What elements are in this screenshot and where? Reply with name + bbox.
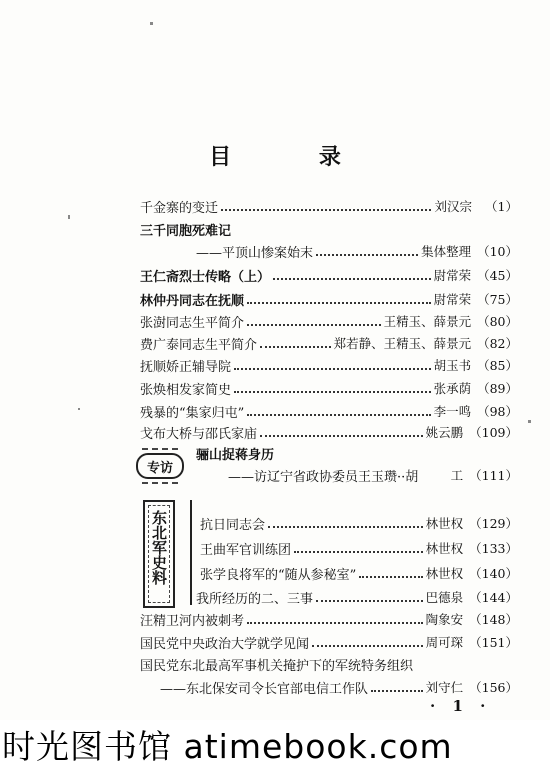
entry-title: 三千同胞死难记 [140,223,232,239]
entry-author: 尉常荣 [433,268,472,283]
leader-dots [247,324,381,326]
entry-author: 刘守仁 [425,680,464,695]
leader-dots [312,645,423,647]
entry-title: 王仁斋烈士传略（上） [140,269,271,285]
entry-author: 工 [450,468,464,483]
section-label-box [143,500,175,608]
toc-entry [140,332,518,354]
entry-title: 费广泰同志生平简介 [140,337,258,353]
leader-dots [268,526,423,528]
entry-page: （80） [477,314,518,329]
entry-author: 巴德泉 [425,590,464,605]
toc-entry [196,586,518,608]
entry-title: 骊山捉蒋身历 [196,447,275,463]
entry-page: （133） [469,541,518,556]
scan-speck [150,22,153,25]
leader-dots [371,690,423,692]
toc-entry [140,218,518,240]
entry-author: 李一鸣 [433,404,472,419]
entry-page: （45） [477,268,518,283]
section-label: 东北军史料 [150,510,168,585]
toc-entry-subtitle [196,240,518,262]
entry-author: 陶象安 [425,612,464,627]
entry-title: 张学良将军的“随从参秘室” [200,567,357,583]
entry-page: （1） [485,199,518,214]
entry-title: 林仲丹同志在抚顺 [140,293,245,309]
entry-title: 国民党中央政治大学就学见闻 [140,636,310,652]
entry-author: 郑若静、王精玉、薛景元 [333,336,472,351]
entry-author: 林世权 [425,516,464,531]
entry-title: 抗日同志会 [200,517,266,533]
page-number: · 1 · [430,697,492,715]
entry-title: 国民党东北最高军事机关掩护下的军统特务组织 [140,658,414,674]
toc-entry [140,354,518,376]
leader-dots [247,414,430,416]
entry-page: （140） [469,566,518,581]
entry-page: （75） [477,292,518,307]
toc-entry [140,653,518,675]
scan-speck [528,420,531,423]
entry-author: 集体整理 [421,244,472,259]
toc-entry [140,377,518,399]
leader-dots [359,576,422,578]
leader-dots [247,302,431,304]
entry-author: 刘汉宗 [434,199,472,214]
entry-author: 张承荫 [433,381,472,396]
toc-entry [140,631,518,653]
entry-title: 千金寨的变迁 [140,200,219,216]
leader-dots [294,551,423,553]
entry-author: 尉常荣 [433,292,472,307]
toc-entry [200,562,518,584]
entry-author: 周可琛 [425,635,464,650]
leader-dots [234,368,431,370]
entry-title: 张焕相发家简史 [140,382,232,398]
toc-entry-subtitle [160,676,518,698]
entry-page: （111） [469,468,518,483]
entry-page: （151） [469,635,518,650]
entry-page: （98） [477,404,518,419]
entry-page: （129） [469,516,518,531]
leader-dots [316,254,418,256]
entry-title: 张澍同志生平简介 [140,315,245,331]
scan-speck [68,215,70,219]
interview-badge: 专访 [136,453,184,479]
toc-entry [196,442,518,464]
entry-author: 林世权 [425,541,464,556]
entry-subtitle: ——平顶山惨案始末 [196,245,314,261]
leader-dots [260,346,331,348]
entry-subtitle: ——东北保安司令长官部电信工作队 [160,681,369,697]
entry-title: 戈布大桥与邵氏家庙 [140,426,258,442]
entry-page: （148） [469,612,518,627]
entry-page: （156） [469,680,518,695]
entry-page: （82） [477,336,518,351]
leader-dots [260,435,423,437]
entry-author: 林世权 [425,566,464,581]
section-bracket [190,500,192,605]
entry-title: 抚顺娇正辅导院 [140,359,232,375]
leader-dots [221,209,431,211]
toc-entry [140,400,518,422]
toc-entry-subtitle [228,464,518,486]
entry-author: 王精玉、薛景元 [383,314,472,329]
entry-page: （10） [477,244,518,259]
toc-entry [140,608,518,630]
leader-dots [247,622,423,624]
entry-title: 王曲军官训练团 [200,542,292,558]
page-title: 目 录 [209,144,381,170]
entry-author: 胡玉书 [433,358,472,373]
entry-page: （89） [477,381,518,396]
entry-page: （85） [477,358,518,373]
toc-entry [140,310,518,332]
entry-title: 我所经历的二、三事 [196,591,314,607]
leader-dots [234,391,431,393]
leader-dots [316,600,423,602]
toc-entry [200,537,518,559]
scan-speck [78,408,80,410]
toc-entry [140,288,518,310]
toc-entry [200,512,518,534]
watermark: 时光图书馆 atimebook.com [0,720,550,768]
entry-title: 汪精卫河内被刺考 [140,613,245,629]
entry-page: （109） [469,425,518,440]
toc-entry [140,421,518,443]
entry-title: 残暴的“集家归屯” [140,405,245,421]
entry-page: （144） [469,590,518,605]
entry-author: 姚云鹏 [425,425,464,440]
toc-entry [140,195,518,217]
toc-entry [140,264,518,286]
entry-subtitle: ——访辽宁省政协委员王玉瓒··胡 [228,469,419,485]
leader-dots [273,278,431,280]
